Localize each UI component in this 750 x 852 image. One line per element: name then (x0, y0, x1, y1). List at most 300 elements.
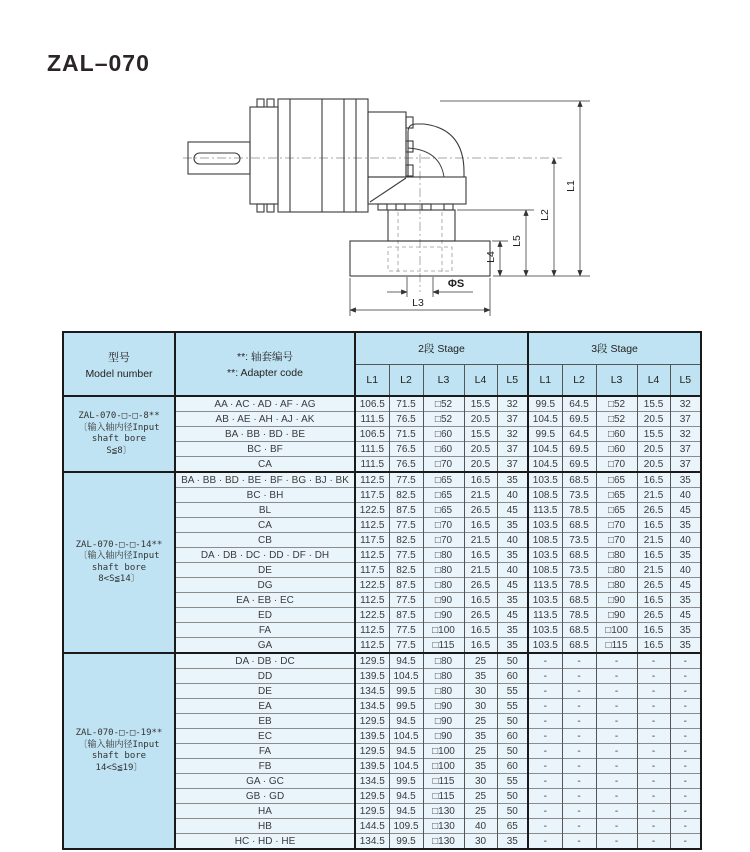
dim-value-cell: 76.5 (389, 457, 423, 473)
dim-value-cell: - (528, 804, 562, 819)
dim-value-cell: 40 (670, 563, 701, 578)
dim-value-cell: 99.5 (389, 699, 423, 714)
dim-value-cell: 35 (670, 638, 701, 654)
adapter-code-cell: GA · GC (175, 774, 355, 789)
dim-value-cell: - (562, 669, 596, 684)
dim-value-cell: 87.5 (389, 503, 423, 518)
dim-value-cell: 20.5 (637, 412, 670, 427)
dim-value-cell: 94.5 (389, 744, 423, 759)
dim-value-cell: □65 (423, 472, 464, 488)
dim-value-cell: - (528, 653, 562, 669)
dim-value-cell: 50 (497, 714, 528, 729)
dim-value-cell: □65 (596, 503, 637, 518)
dim-value-cell: - (562, 653, 596, 669)
dim-value-cell: - (562, 699, 596, 714)
dim-value-cell: 68.5 (562, 548, 596, 563)
dim-value-cell: □130 (423, 819, 464, 834)
dim-value-cell: 77.5 (389, 593, 423, 608)
page-title: ZAL–070 (47, 50, 150, 76)
dim-value-cell: - (562, 684, 596, 699)
dim-value-cell: 35 (670, 518, 701, 533)
dim-value-cell: 50 (497, 653, 528, 669)
dim-value-cell: 134.5 (355, 834, 389, 850)
dim-value-cell: - (596, 804, 637, 819)
dim-value-cell: 21.5 (637, 533, 670, 548)
dim-value-cell: 71.5 (389, 427, 423, 442)
gearbox-body (278, 99, 368, 212)
adapter-code-cell: EA (175, 699, 355, 714)
dim-value-cell: - (637, 653, 670, 669)
dim-value-cell: - (596, 759, 637, 774)
dim-value-cell: 30 (464, 684, 497, 699)
dimension-label-l4: L4 (485, 251, 497, 263)
dim-value-cell: 77.5 (389, 548, 423, 563)
dim-value-cell: 35 (497, 472, 528, 488)
dim-value-cell: 55 (497, 684, 528, 699)
dim-value-cell: 99.5 (389, 834, 423, 850)
dim-value-cell: 15.5 (637, 396, 670, 412)
dim-value-cell: 25 (464, 804, 497, 819)
dim-value-cell: 20.5 (637, 457, 670, 473)
dim-value-cell: 16.5 (464, 472, 497, 488)
front-flange (250, 99, 278, 212)
dim-value-cell: 77.5 (389, 623, 423, 638)
dim-value-cell: 109.5 (389, 819, 423, 834)
model-number-header (63, 332, 175, 396)
dim-value-cell: - (596, 699, 637, 714)
adapter-code-cell: DA · DB · DC (175, 653, 355, 669)
adapter-code-cell: HB (175, 819, 355, 834)
adapter-code-cell: CA (175, 518, 355, 533)
adapter-code-cell: BA · BB · BD · BE · BF · BG · BJ · BK (175, 472, 355, 488)
dim-value-cell: 71.5 (389, 396, 423, 412)
dim-value-cell: 25 (464, 714, 497, 729)
dim-value-cell: - (670, 699, 701, 714)
dim-value-cell: - (637, 684, 670, 699)
dim-value-cell: 113.5 (528, 608, 562, 623)
dim-value-cell: 15.5 (637, 427, 670, 442)
dim-value-cell: 99.5 (528, 396, 562, 412)
dim-value-cell: 68.5 (562, 638, 596, 654)
dim-value-cell: - (637, 729, 670, 744)
dim-value-cell: □80 (596, 578, 637, 593)
dim-value-cell: 32 (670, 427, 701, 442)
dim-value-cell: 30 (464, 699, 497, 714)
dim-value-cell: - (596, 819, 637, 834)
dim-value-cell: 111.5 (355, 442, 389, 457)
dim-value-cell: - (528, 774, 562, 789)
dim-value-cell: - (528, 834, 562, 850)
dim-value-cell: 16.5 (637, 472, 670, 488)
dim-value-cell: 104.5 (389, 759, 423, 774)
dim-value-cell: - (637, 699, 670, 714)
spec-table-body (63, 396, 701, 849)
dim-value-cell: 129.5 (355, 804, 389, 819)
dim-value-cell: 117.5 (355, 488, 389, 503)
dim-value-cell: 35 (497, 593, 528, 608)
dim-value-cell: 25 (464, 653, 497, 669)
dim-value-cell: 37 (670, 412, 701, 427)
dim-value-cell: 16.5 (464, 518, 497, 533)
dim-value-cell: □115 (423, 638, 464, 654)
dim-value-cell: 21.5 (464, 563, 497, 578)
dim-value-cell: 40 (670, 533, 701, 548)
dim-value-cell: 35 (670, 593, 701, 608)
dim-value-cell: 16.5 (637, 623, 670, 638)
dim-value-cell: 94.5 (389, 804, 423, 819)
dimension-label-l3: L3 (412, 297, 424, 309)
dimension-label-l2: L2 (539, 209, 551, 221)
spec-table (62, 331, 702, 850)
dim-value-cell: □100 (423, 744, 464, 759)
dim-value-cell: 16.5 (637, 548, 670, 563)
dim-value-cell: □80 (423, 653, 464, 669)
dim-value-cell: - (637, 714, 670, 729)
dim-value-cell: - (562, 789, 596, 804)
dim-value-cell: - (670, 819, 701, 834)
dim-value-cell: 50 (497, 804, 528, 819)
dim-value-cell: 78.5 (562, 578, 596, 593)
dim-value-cell: □80 (423, 684, 464, 699)
dim-value-cell: 68.5 (562, 593, 596, 608)
dim-value-cell: - (637, 669, 670, 684)
adapter-code-cell: HC · HD · HE (175, 834, 355, 850)
dim-value-cell: □115 (423, 774, 464, 789)
adapter-code-cell: BA · BB · BD · BE (175, 427, 355, 442)
dim-value-cell: □130 (423, 804, 464, 819)
dim-value-cell: □100 (423, 759, 464, 774)
dim-value-cell: 60 (497, 669, 528, 684)
dim-value-cell: 37 (497, 442, 528, 457)
dim-value-cell: □70 (596, 518, 637, 533)
adapter-code-cell: ED (175, 608, 355, 623)
dim-value-cell: - (670, 774, 701, 789)
centerlines (183, 154, 562, 292)
dim-value-cell: □70 (596, 533, 637, 548)
dim-value-cell: - (596, 834, 637, 850)
dim-value-cell: 104.5 (389, 669, 423, 684)
dim-value-cell: □70 (596, 457, 637, 473)
elbow-housing (408, 124, 464, 177)
dim-value-cell: □100 (596, 623, 637, 638)
dim-value-cell: 73.5 (562, 533, 596, 548)
mounting-plate (368, 177, 466, 210)
model-number-header-cn: 型号 (108, 351, 130, 364)
dim-value-cell: - (528, 669, 562, 684)
dim-value-cell: 45 (497, 578, 528, 593)
stage2-l2-header: L2 (389, 365, 423, 397)
stage3-l4-header: L4 (637, 365, 670, 397)
dim-value-cell: □130 (423, 834, 464, 850)
dim-value-cell: 73.5 (562, 563, 596, 578)
adapter-code-cell: CA (175, 457, 355, 473)
dim-value-cell: 45 (497, 503, 528, 518)
dim-value-cell: - (528, 819, 562, 834)
table-row (63, 472, 701, 488)
dim-value-cell: 40 (497, 533, 528, 548)
dim-value-cell: 76.5 (389, 442, 423, 457)
dim-value-cell: □90 (596, 593, 637, 608)
dim-value-cell: 78.5 (562, 503, 596, 518)
dim-value-cell: 77.5 (389, 472, 423, 488)
dim-value-cell: - (596, 789, 637, 804)
dim-value-cell: 30 (464, 774, 497, 789)
dim-value-cell: 122.5 (355, 503, 389, 518)
dim-value-cell: 87.5 (389, 578, 423, 593)
dim-value-cell: 40 (464, 819, 497, 834)
dim-value-cell: 64.5 (562, 427, 596, 442)
dim-value-cell: □70 (423, 533, 464, 548)
dim-value-cell: - (670, 744, 701, 759)
dim-value-cell: 108.5 (528, 533, 562, 548)
dim-value-cell: 94.5 (389, 714, 423, 729)
stage2-l3-header: L3 (423, 365, 464, 397)
adapter-code-header-cn: **: 轴套编号 (236, 351, 293, 363)
dim-value-cell: 113.5 (528, 503, 562, 518)
dimension-lines (350, 101, 590, 316)
dim-value-cell: □90 (423, 593, 464, 608)
dim-value-cell: 129.5 (355, 714, 389, 729)
dim-value-cell: - (670, 714, 701, 729)
stage3-l2-header: L2 (562, 365, 596, 397)
dim-value-cell: 16.5 (637, 518, 670, 533)
dim-value-cell: - (596, 744, 637, 759)
dim-value-cell: 15.5 (464, 427, 497, 442)
model-number-header-en: Model number (85, 367, 153, 380)
dim-value-cell: 45 (670, 608, 701, 623)
dim-value-cell: 32 (670, 396, 701, 412)
dim-value-cell: 117.5 (355, 533, 389, 548)
dim-value-cell: 55 (497, 699, 528, 714)
dim-value-cell: - (528, 789, 562, 804)
dimension-label-l5: L5 (511, 235, 523, 247)
dim-value-cell: - (596, 684, 637, 699)
dim-value-cell: 94.5 (389, 789, 423, 804)
adapter-code-cell: GA (175, 638, 355, 654)
dim-value-cell: 35 (497, 548, 528, 563)
dim-value-cell: - (596, 729, 637, 744)
dim-value-cell: 64.5 (562, 396, 596, 412)
dim-value-cell: 37 (497, 412, 528, 427)
dim-value-cell: 35 (464, 729, 497, 744)
dim-value-cell: 26.5 (464, 608, 497, 623)
stage3-l3-header: L3 (596, 365, 637, 397)
adapter-code-cell: GB · GD (175, 789, 355, 804)
dim-value-cell: 16.5 (464, 638, 497, 654)
adapter-code-cell: DE (175, 563, 355, 578)
dim-value-cell: - (528, 699, 562, 714)
adapter-code-cell: BL (175, 503, 355, 518)
dim-value-cell: 20.5 (464, 412, 497, 427)
dim-value-cell: 60 (497, 729, 528, 744)
dim-value-cell: - (562, 729, 596, 744)
dim-value-cell: 21.5 (637, 488, 670, 503)
model-number-cell: ZAL-070-□-□-14** 〔输入轴内径Input shaft bore 8<S≦14〕 (63, 472, 175, 653)
dim-value-cell: 26.5 (637, 578, 670, 593)
dim-value-cell: □60 (596, 427, 637, 442)
dim-value-cell: 112.5 (355, 623, 389, 638)
dim-value-cell: □52 (423, 412, 464, 427)
dim-value-cell: - (637, 834, 670, 850)
adapter-code-cell: FA (175, 623, 355, 638)
table-row (63, 396, 701, 412)
dim-value-cell: 103.5 (528, 638, 562, 654)
dim-value-cell: 111.5 (355, 412, 389, 427)
dim-value-cell: 35 (670, 623, 701, 638)
dim-value-cell: 32 (497, 427, 528, 442)
dim-value-cell: 16.5 (464, 548, 497, 563)
dim-value-cell: 20.5 (637, 442, 670, 457)
dim-value-cell: - (670, 729, 701, 744)
dim-value-cell: 50 (497, 744, 528, 759)
dim-value-cell: 68.5 (562, 472, 596, 488)
dim-value-cell: - (596, 714, 637, 729)
dim-value-cell: 129.5 (355, 744, 389, 759)
adapter-code-cell: FB (175, 759, 355, 774)
adapter-code-header-en: **: Adapter code (227, 367, 303, 379)
dim-value-cell: 103.5 (528, 548, 562, 563)
table-row (63, 653, 701, 669)
dim-value-cell: - (562, 774, 596, 789)
dim-value-cell: 21.5 (464, 488, 497, 503)
adapter-code-cell: DD (175, 669, 355, 684)
dim-value-cell: □60 (423, 427, 464, 442)
dim-value-cell: □90 (423, 714, 464, 729)
dim-value-cell: 106.5 (355, 427, 389, 442)
dim-value-cell: - (670, 804, 701, 819)
dim-value-cell: 45 (670, 578, 701, 593)
dim-value-cell: □65 (423, 503, 464, 518)
dim-value-cell: □65 (596, 472, 637, 488)
dim-value-cell: 26.5 (464, 503, 497, 518)
dim-value-cell: 139.5 (355, 729, 389, 744)
adapter-code-cell: AB · AE · AH · AJ · AK (175, 412, 355, 427)
stage2-header: 2段 Stage (355, 332, 528, 365)
dim-value-cell: 82.5 (389, 563, 423, 578)
dim-value-cell: 16.5 (464, 623, 497, 638)
dim-value-cell: - (528, 744, 562, 759)
dim-value-cell: □90 (423, 699, 464, 714)
dim-value-cell: □52 (596, 412, 637, 427)
dim-value-cell: 20.5 (464, 457, 497, 473)
dim-value-cell: 25 (464, 744, 497, 759)
dim-value-cell: - (670, 669, 701, 684)
dim-value-cell: □90 (596, 608, 637, 623)
adapter-code-cell: HA (175, 804, 355, 819)
stage2-l4-header: L4 (464, 365, 497, 397)
dim-value-cell: - (596, 669, 637, 684)
dim-value-cell: - (562, 744, 596, 759)
dim-value-cell: - (637, 819, 670, 834)
dim-value-cell: 45 (670, 503, 701, 518)
dim-value-cell: □52 (596, 396, 637, 412)
dim-value-cell: - (562, 819, 596, 834)
dim-value-cell: 99.5 (528, 427, 562, 442)
technical-drawing (160, 84, 620, 334)
dim-value-cell: □80 (596, 548, 637, 563)
dim-value-cell: - (562, 759, 596, 774)
model-number-cell: ZAL-070-□-□-19** 〔输入轴内径Input shaft bore 14<S≦19〕 (63, 653, 175, 849)
stage2-l1-header: L1 (355, 365, 389, 397)
dim-value-cell: 103.5 (528, 593, 562, 608)
model-number-cell: ZAL-070-□-□-8** 〔输入轴内径Input shaft bore S≦8〕 (63, 396, 175, 472)
dimension-label-l1: L1 (565, 180, 577, 192)
dim-value-cell: 87.5 (389, 608, 423, 623)
dim-value-cell: 35 (464, 759, 497, 774)
dim-value-cell: 35 (497, 834, 528, 850)
dim-value-cell: □115 (423, 789, 464, 804)
dim-value-cell: 16.5 (464, 593, 497, 608)
dim-value-cell: 77.5 (389, 518, 423, 533)
dim-value-cell: 117.5 (355, 563, 389, 578)
dim-value-cell: - (670, 834, 701, 850)
dim-value-cell: 35 (497, 623, 528, 638)
dim-value-cell: - (670, 684, 701, 699)
dim-value-cell: 129.5 (355, 653, 389, 669)
dim-value-cell: 122.5 (355, 578, 389, 593)
dim-value-cell: □65 (423, 488, 464, 503)
dim-value-cell: □80 (423, 578, 464, 593)
adapter-code-cell: DG (175, 578, 355, 593)
dim-value-cell: 37 (670, 442, 701, 457)
dim-value-cell: 35 (670, 472, 701, 488)
dim-value-cell: 99.5 (389, 774, 423, 789)
dim-value-cell: 111.5 (355, 457, 389, 473)
dim-value-cell: 69.5 (562, 457, 596, 473)
adapter-code-cell: BC · BH (175, 488, 355, 503)
dim-value-cell: 134.5 (355, 699, 389, 714)
adapter-code-header (175, 332, 355, 396)
adapter-code-cell: FA (175, 744, 355, 759)
adapter-code-cell: EA · EB · EC (175, 593, 355, 608)
dim-value-cell: 104.5 (389, 729, 423, 744)
dim-value-cell: 37 (497, 457, 528, 473)
dim-value-cell: 21.5 (637, 563, 670, 578)
adapter-code-cell: EB (175, 714, 355, 729)
dim-value-cell: 139.5 (355, 669, 389, 684)
stage3-l5-header: L5 (670, 365, 701, 397)
dim-value-cell: 68.5 (562, 518, 596, 533)
dim-value-cell: 144.5 (355, 819, 389, 834)
dim-value-cell: 78.5 (562, 608, 596, 623)
dim-value-cell: 26.5 (637, 608, 670, 623)
dim-value-cell: 76.5 (389, 412, 423, 427)
dim-value-cell: 103.5 (528, 518, 562, 533)
dim-value-cell: □70 (423, 518, 464, 533)
dim-value-cell: □80 (423, 563, 464, 578)
dim-value-cell: 15.5 (464, 396, 497, 412)
dim-value-cell: 129.5 (355, 789, 389, 804)
dim-value-cell: - (528, 714, 562, 729)
dim-value-cell: □90 (423, 729, 464, 744)
dim-value-cell: □70 (423, 457, 464, 473)
dim-value-cell: 21.5 (464, 533, 497, 548)
dim-value-cell: 112.5 (355, 472, 389, 488)
dim-value-cell: 40 (497, 488, 528, 503)
dim-value-cell: 65 (497, 819, 528, 834)
adapter-code-cell: BC · BF (175, 442, 355, 457)
dim-value-cell: 113.5 (528, 578, 562, 593)
dim-value-cell: □115 (596, 638, 637, 654)
dim-value-cell: 69.5 (562, 442, 596, 457)
dim-value-cell: - (528, 759, 562, 774)
dim-value-cell: 26.5 (464, 578, 497, 593)
adapter-block (368, 112, 413, 177)
dim-value-cell: 68.5 (562, 623, 596, 638)
dim-value-cell: 104.5 (528, 412, 562, 427)
dim-value-cell: 45 (497, 608, 528, 623)
dim-value-cell: 32 (497, 396, 528, 412)
